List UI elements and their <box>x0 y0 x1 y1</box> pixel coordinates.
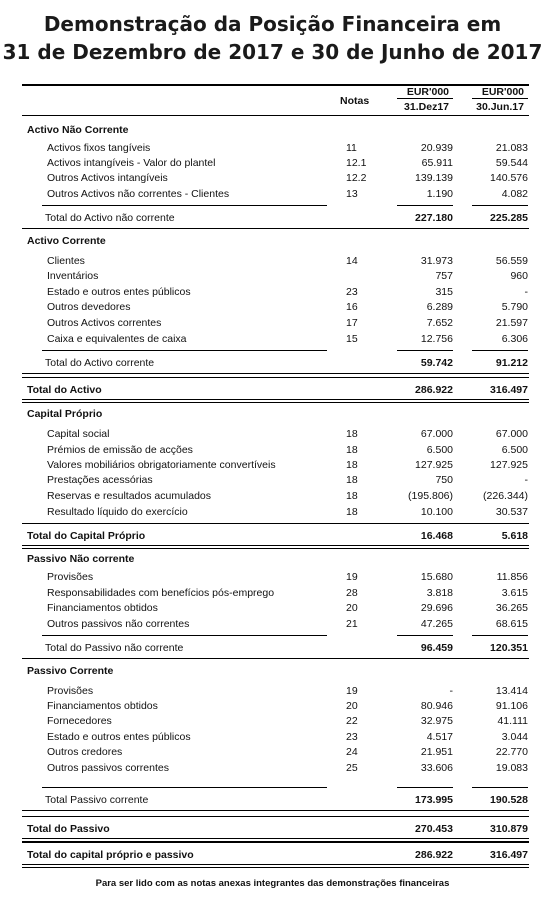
line-item-note: 18 <box>346 444 358 456</box>
subtotal-value-dez17: 59.742 <box>420 357 453 369</box>
header-top-rule <box>22 84 529 86</box>
total-bottom-rule-2 <box>22 548 529 549</box>
subtotal-value-dez17: 96.459 <box>420 642 453 654</box>
line-item-note: 20 <box>346 602 358 614</box>
line-item-value-dez17: 33.606 <box>420 762 453 774</box>
line-item-value-jun17: 13.414 <box>495 685 528 697</box>
line-item-label: Outros credores <box>47 746 123 758</box>
line-item-label: Outros passivos correntes <box>47 762 169 774</box>
total-bottom-rule <box>22 838 529 839</box>
line-item-note: 12.2 <box>346 172 367 184</box>
subtotal-top-rule-col2 <box>472 205 528 206</box>
line-item-value-jun17: 41.111 <box>497 715 528 727</box>
line-item-note: 20 <box>346 700 358 712</box>
subtotal-value-jun17: 91.212 <box>495 357 528 369</box>
report-title-line2: 31 de Dezembro de 2017 e 30 de Junho de 2017 <box>2 40 543 64</box>
total-label: Total do Activo <box>27 384 102 396</box>
line-item-value-dez17: 15.680 <box>420 571 453 583</box>
subtotal-label: Total Passivo corrente <box>45 794 149 806</box>
subtotal-bottom-rule <box>22 373 529 374</box>
total-value-jun17: 316.497 <box>490 384 528 396</box>
subtotal-top-rule-col1 <box>397 635 453 636</box>
line-item-label: Outros Activos intangíveis <box>47 172 168 184</box>
subtotal-top-rule <box>42 635 327 636</box>
col2-header-underline <box>472 98 528 99</box>
line-item-label: Provisões <box>47 685 94 697</box>
line-item-note: 11 <box>346 142 357 154</box>
line-item-note: 23 <box>346 286 358 298</box>
line-item-value-dez17: 20.939 <box>420 142 453 154</box>
col1-date-header: 31.Dez17 <box>404 101 449 113</box>
subtotal-label: Total do Passivo não corrente <box>45 642 184 654</box>
section-heading: Activo Corrente <box>27 235 106 247</box>
line-item-value-dez17: 7.652 <box>426 317 453 329</box>
line-item-value-jun17: 11.856 <box>496 571 528 583</box>
line-item-label: Prémios de emissão de acções <box>47 444 193 456</box>
line-item-value-dez17: 139.139 <box>415 172 453 184</box>
subtotal-top-rule <box>42 205 327 206</box>
subtotal-top-rule-col1 <box>397 205 453 206</box>
line-item-value-jun17: 30.537 <box>495 506 528 518</box>
line-item-note: 17 <box>346 317 358 329</box>
line-item-label: Inventários <box>47 270 99 282</box>
line-item-value-jun17: 21.597 <box>495 317 528 329</box>
total-value-dez17: 286.922 <box>415 849 453 861</box>
line-item-value-jun17: 36.265 <box>495 602 528 614</box>
total-label: Total do Passivo <box>27 823 110 835</box>
subtotal-value-jun17: 190.528 <box>490 794 528 806</box>
subtotal-value-jun17: 225.285 <box>490 212 528 224</box>
line-item-label: Clientes <box>47 255 85 267</box>
line-item-note: 21 <box>346 618 358 630</box>
line-item-value-jun17: 3.044 <box>501 731 528 743</box>
total-value-jun17: 310.879 <box>490 823 528 835</box>
subtotal-top-rule <box>42 350 327 351</box>
total-value-dez17: 270.453 <box>415 823 453 835</box>
line-item-value-jun17: 19.083 <box>495 762 528 774</box>
footer-note: Para ser lido com as notas anexas integrantes das demonstrações financeiras <box>95 878 450 889</box>
section-heading: Passivo Corrente <box>27 665 114 677</box>
line-item-value-jun17: 91.106 <box>495 700 528 712</box>
total-value-dez17: 286.922 <box>415 384 453 396</box>
header-bottom-rule <box>22 115 529 116</box>
line-item-label: Outros devedores <box>47 301 131 313</box>
line-item-note: 18 <box>346 490 358 502</box>
line-item-note: 25 <box>346 762 358 774</box>
col1-unit-header: EUR'000 <box>406 86 449 98</box>
total-bottom-rule <box>22 864 529 865</box>
line-item-value-dez17: 21.951 <box>420 746 453 758</box>
subtotal-bottom-rule <box>22 228 529 229</box>
total-top-rule <box>22 842 529 843</box>
line-item-note: 12.1 <box>346 157 367 169</box>
col1-header-underline <box>397 98 453 99</box>
line-item-label: Estado e outros entes públicos <box>47 286 191 298</box>
subtotal-value-dez17: 227.180 <box>415 212 453 224</box>
total-bottom-rule <box>22 545 529 546</box>
col2-unit-header: EUR'000 <box>481 86 524 98</box>
total-value-jun17: 316.497 <box>490 849 528 861</box>
line-item-value-dez17: 47.265 <box>420 618 453 630</box>
line-item-value-jun17: 6.500 <box>501 444 528 456</box>
line-item-value-dez17: 31.973 <box>420 255 453 267</box>
line-item-value-jun17: 68.615 <box>495 618 528 630</box>
line-item-value-jun17: 22.770 <box>495 746 528 758</box>
line-item-value-dez17: 315 <box>435 286 453 298</box>
line-item-value-dez17: 127.925 <box>415 459 453 471</box>
line-item-label: Responsabilidades com benefícios pós-emprego <box>47 587 275 599</box>
line-item-value-jun17: - <box>524 474 528 486</box>
line-item-label: Activos intangíveis - Valor do plantel <box>47 157 216 169</box>
notes-column-header: Notas <box>340 95 370 107</box>
total-top-rule <box>22 377 529 378</box>
subtotal-value-jun17: 120.351 <box>490 642 528 654</box>
line-item-label: Estado e outros entes públicos <box>47 731 191 743</box>
line-item-value-dez17: 6.289 <box>426 301 453 313</box>
line-item-label: Financiamentos obtidos <box>47 602 158 614</box>
subtotal-top-rule-col2 <box>472 787 528 788</box>
section-heading: Activo Não Corrente <box>27 124 129 136</box>
line-item-value-dez17: 32.975 <box>420 715 453 727</box>
subtotal-top-rule-col1 <box>397 350 453 351</box>
line-item-note: 19 <box>346 685 358 697</box>
line-item-value-dez17: 10.100 <box>420 506 453 518</box>
total-value-jun17: 5.618 <box>501 530 528 542</box>
subtotal-top-rule <box>42 787 327 788</box>
line-item-note: 28 <box>346 587 358 599</box>
line-item-label: Resultado líquido do exercício <box>47 506 188 518</box>
subtotal-bottom-rule <box>22 658 529 659</box>
total-top-rule <box>22 523 529 524</box>
line-item-label: Valores mobiliários obrigatoriamente convertíveis <box>47 459 276 471</box>
line-item-value-jun17: 59.544 <box>495 157 528 169</box>
total-label: Total do capital próprio e passivo <box>27 849 194 861</box>
line-item-label: Outros Activos não correntes - Clientes <box>47 188 230 200</box>
line-item-value-dez17: 757 <box>435 270 453 282</box>
line-item-value-dez17: 750 <box>435 474 453 486</box>
total-bottom-rule-2 <box>22 867 529 868</box>
line-item-note: 13 <box>346 188 358 200</box>
line-item-note: 14 <box>346 255 358 267</box>
subtotal-top-rule-col1 <box>397 787 453 788</box>
line-item-note: 23 <box>346 731 358 743</box>
line-item-note: 18 <box>346 506 358 518</box>
line-item-note: 15 <box>346 333 358 345</box>
section-heading: Capital Próprio <box>27 408 103 420</box>
line-item-value-jun17: 4.082 <box>501 188 528 200</box>
line-item-value-dez17: 65.911 <box>421 157 453 169</box>
line-item-value-dez17: 29.696 <box>420 602 453 614</box>
line-item-label: Caixa e equivalentes de caixa <box>47 333 187 345</box>
line-item-value-jun17: (226.344) <box>483 490 528 502</box>
line-item-note: 19 <box>346 571 358 583</box>
subtotal-label: Total do Activo corrente <box>45 357 155 369</box>
line-item-value-jun17: - <box>524 286 528 298</box>
line-item-label: Fornecedores <box>47 715 112 727</box>
line-item-value-dez17: 12.756 <box>420 333 453 345</box>
line-item-note: 18 <box>346 459 358 471</box>
line-item-label: Prestações acessórias <box>47 474 153 486</box>
total-bottom-rule-2 <box>22 402 529 403</box>
line-item-value-jun17: 3.615 <box>501 587 528 599</box>
line-item-note: 18 <box>346 474 358 486</box>
line-item-value-dez17: 80.946 <box>420 700 453 712</box>
line-item-value-jun17: 67.000 <box>495 428 528 440</box>
line-item-value-jun17: 140.576 <box>490 172 528 184</box>
total-label: Total do Capital Próprio <box>27 530 146 542</box>
col2-date-header: 30.Jun.17 <box>476 101 524 113</box>
line-item-value-dez17: 4.517 <box>426 731 453 743</box>
line-item-label: Capital social <box>47 428 110 440</box>
subtotal-label: Total do Activo não corrente <box>45 212 175 224</box>
line-item-label: Provisões <box>47 571 94 583</box>
subtotal-top-rule-col2 <box>472 635 528 636</box>
line-item-value-dez17: - <box>449 685 453 697</box>
section-heading: Passivo Não corrente <box>27 553 135 565</box>
line-item-value-jun17: 127.925 <box>490 459 528 471</box>
line-item-value-jun17: 21.083 <box>495 142 528 154</box>
line-item-label: Activos fixos tangíveis <box>47 142 151 154</box>
line-item-value-jun17: 6.306 <box>501 333 528 345</box>
total-top-rule <box>22 816 529 817</box>
subtotal-bottom-rule <box>22 810 529 811</box>
line-item-note: 22 <box>346 715 358 727</box>
line-item-label: Financiamentos obtidos <box>47 700 158 712</box>
report-title-line1: Demonstração da Posição Financeira em <box>43 12 502 36</box>
line-item-value-dez17: 6.500 <box>426 444 453 456</box>
subtotal-value-dez17: 173.995 <box>415 794 453 806</box>
line-item-value-dez17: 67.000 <box>420 428 453 440</box>
line-item-note: 24 <box>346 746 358 758</box>
subtotal-top-rule-col2 <box>472 350 528 351</box>
line-item-note: 18 <box>346 428 358 440</box>
total-value-dez17: 16.468 <box>420 530 453 542</box>
line-item-value-dez17: 3.818 <box>426 587 453 599</box>
line-item-value-dez17: (195.806) <box>408 490 453 502</box>
line-item-note: 16 <box>346 301 358 313</box>
line-item-value-jun17: 960 <box>510 270 528 282</box>
line-item-value-jun17: 5.790 <box>501 301 528 313</box>
line-item-label: Reservas e resultados acumulados <box>47 490 212 502</box>
line-item-value-dez17: 1.190 <box>426 188 453 200</box>
total-bottom-rule <box>22 399 529 400</box>
line-item-label: Outros passivos não correntes <box>47 618 190 630</box>
line-item-label: Outros Activos correntes <box>47 317 162 329</box>
line-item-value-jun17: 56.559 <box>495 255 528 267</box>
